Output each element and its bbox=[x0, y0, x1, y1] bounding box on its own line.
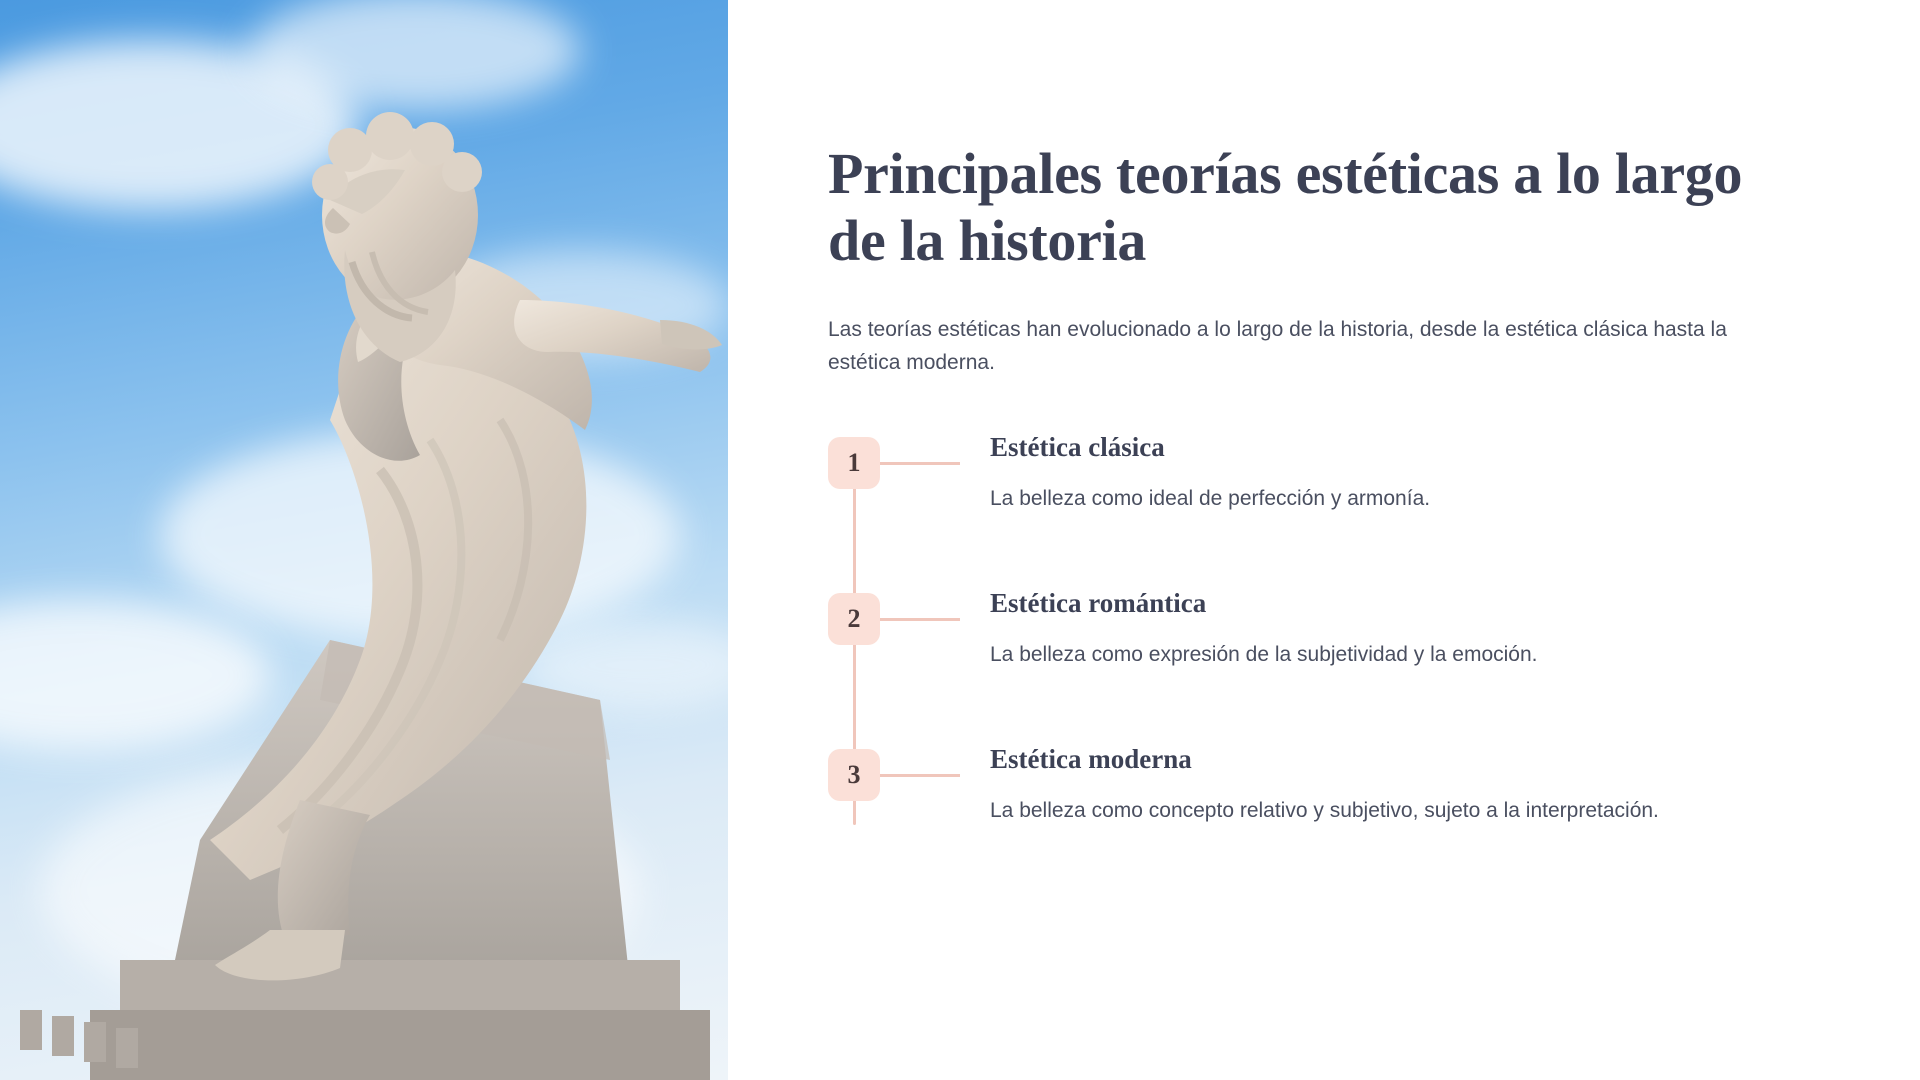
step-body bbox=[960, 587, 1810, 671]
page-title: Principales teorías estéticas a lo largo de la historia bbox=[828, 141, 1743, 274]
step-connector-line bbox=[880, 618, 960, 621]
step-description: La belleza como expresión de la subjetividad y la emoción. bbox=[990, 643, 1538, 667]
step-number-badge: 1 bbox=[828, 437, 880, 489]
statue-photo bbox=[0, 0, 728, 1080]
step-connector-line bbox=[880, 774, 960, 777]
timeline-step bbox=[828, 743, 1810, 839]
step-description: La belleza como concepto relativo y subjetivo, sujeto a la interpretación. bbox=[990, 799, 1659, 823]
step-title: Estética moderna bbox=[990, 743, 1192, 774]
timeline-step bbox=[828, 587, 1810, 683]
timeline bbox=[828, 431, 1810, 839]
socrates-statue-illustration bbox=[0, 0, 728, 1080]
step-title: Estética romántica bbox=[990, 587, 1207, 618]
step-connector-line bbox=[880, 462, 960, 465]
content-panel bbox=[728, 0, 1920, 1080]
step-description: La belleza como ideal de perfección y armonía. bbox=[990, 487, 1431, 511]
step-number-badge: 3 bbox=[828, 749, 880, 801]
step-number-badge: 2 bbox=[828, 593, 880, 645]
timeline-step bbox=[828, 431, 1810, 527]
step-body bbox=[960, 743, 1810, 827]
page-subtitle: Las teorías estéticas han evolucionado a lo largo de la historia, desde la estética clásica hasta la estética moderna. bbox=[828, 317, 1727, 374]
step-title: Estética clásica bbox=[990, 431, 1165, 462]
step-body bbox=[960, 431, 1810, 515]
